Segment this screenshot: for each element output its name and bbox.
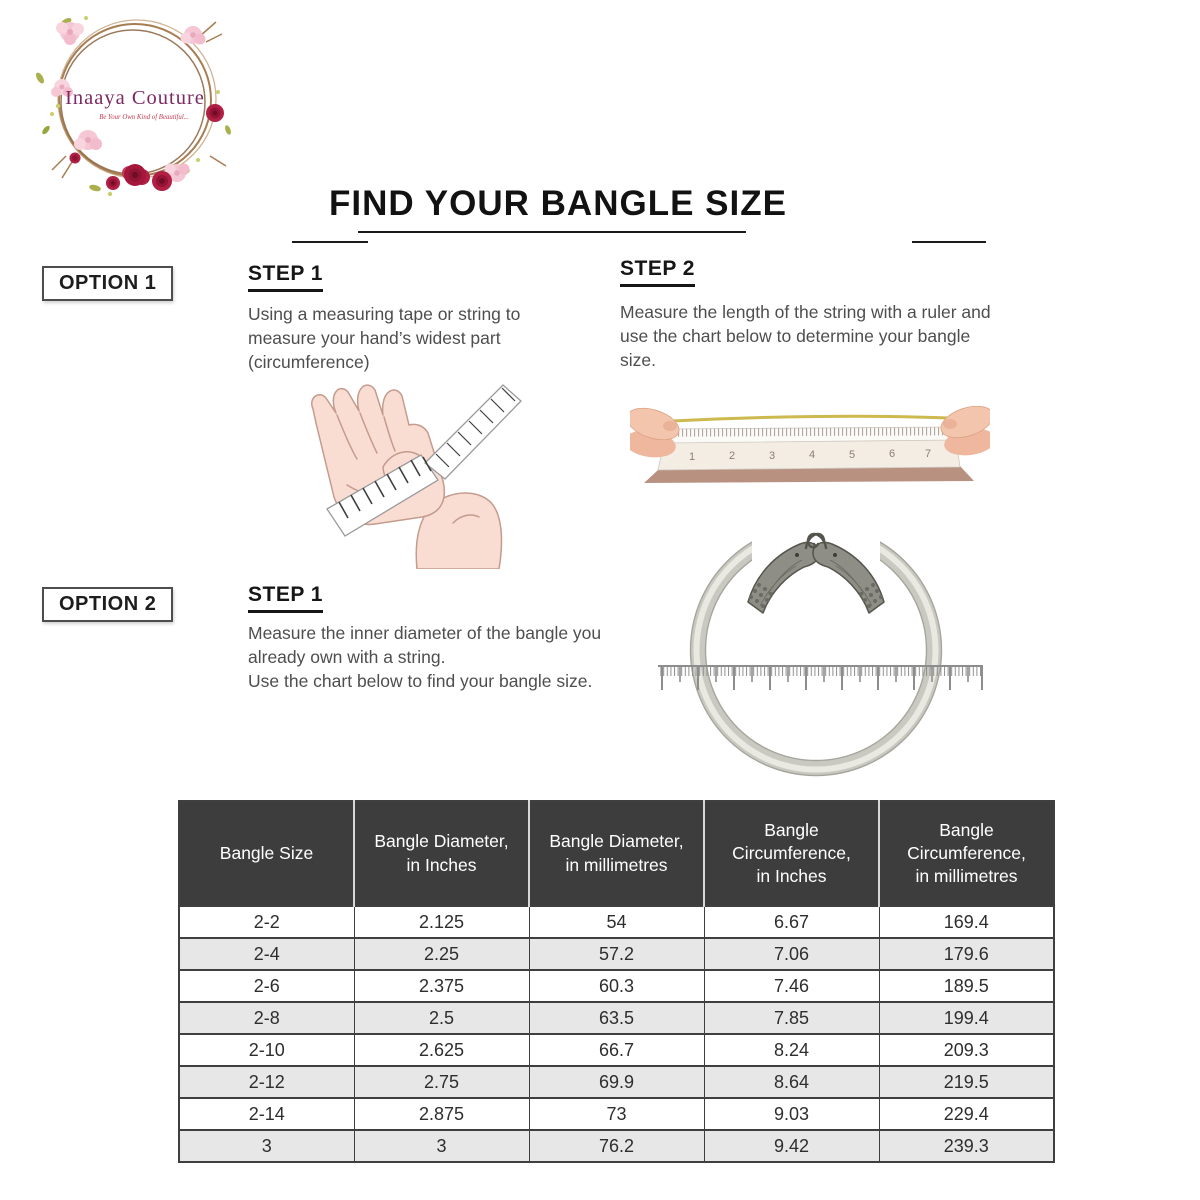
svg-text:3: 3 <box>768 450 776 462</box>
table-row <box>179 1002 1054 1034</box>
option1-label: OPTION 1 <box>42 266 173 301</box>
column-header: Bangle Circumference, in Inches <box>704 801 879 906</box>
table-cell: 57.2 <box>529 938 704 970</box>
table-row <box>179 1034 1054 1066</box>
option1-step1-heading: STEP 1 <box>248 262 323 292</box>
hand-measuring-illustration <box>275 363 537 569</box>
table-row <box>179 1130 1054 1162</box>
title-underline <box>358 231 746 233</box>
table-cell: 3 <box>179 1130 354 1162</box>
table-cell: 2-14 <box>179 1098 354 1130</box>
column-header: Bangle Circumference, in millimetres <box>879 801 1054 906</box>
table-cell: 7.06 <box>704 938 879 970</box>
table-row <box>179 906 1054 938</box>
table-cell: 189.5 <box>879 970 1054 1002</box>
table-cell: 73 <box>529 1098 704 1130</box>
option2-step1-text-line1: Measure the inner diameter of the bangle you already own with a string. <box>248 623 602 668</box>
option1-step2-text: Measure the length of the string with a ruler and use the chart below to determine your bangle size. <box>620 302 991 371</box>
table-cell: 179.6 <box>879 938 1054 970</box>
table-cell: 199.4 <box>879 1002 1054 1034</box>
decor-line-right <box>912 241 986 243</box>
table-cell: 60.3 <box>529 970 704 1002</box>
table-cell: 2-6 <box>179 970 354 1002</box>
size-chart-table <box>178 800 1055 1163</box>
svg-text:7: 7 <box>924 448 932 460</box>
column-header: Bangle Size <box>179 801 354 906</box>
table-cell: 8.64 <box>704 1066 879 1098</box>
table-cell: 2-4 <box>179 938 354 970</box>
option2-step1-text-line2: Use the chart below to find your bangle size. <box>248 671 593 692</box>
table-cell: 2.625 <box>354 1034 529 1066</box>
table-cell: 2-8 <box>179 1002 354 1034</box>
decor-line-left <box>292 241 368 243</box>
table-cell: 2.875 <box>354 1098 529 1130</box>
bangle-ruler-photo <box>638 498 1003 798</box>
table-row <box>179 1066 1054 1098</box>
size-table-body <box>179 906 1054 1162</box>
table-cell: 8.24 <box>704 1034 879 1066</box>
table-cell: 7.46 <box>704 970 879 1002</box>
table-cell: 63.5 <box>529 1002 704 1034</box>
table-cell: 66.7 <box>529 1034 704 1066</box>
brand-logo <box>32 10 238 196</box>
column-header: Bangle Diameter, in millimetres <box>529 801 704 906</box>
option2-step1-heading: STEP 1 <box>248 583 323 613</box>
table-cell: 219.5 <box>879 1066 1054 1098</box>
brand-name: Inaaya Couture <box>65 87 205 109</box>
svg-text:2: 2 <box>728 450 736 462</box>
page-title: FIND YOUR BANGLE SIZE <box>329 184 787 223</box>
table-cell: 2.75 <box>354 1066 529 1098</box>
svg-text:4: 4 <box>808 449 816 461</box>
table-cell: 209.3 <box>879 1034 1054 1066</box>
table-cell: 9.42 <box>704 1130 879 1162</box>
table-cell: 239.3 <box>879 1130 1054 1162</box>
table-cell: 76.2 <box>529 1130 704 1162</box>
option1-step1-text: Using a measuring tape or string to measure your hand’s widest part (circumference) <box>248 304 521 373</box>
table-cell: 229.4 <box>879 1098 1054 1130</box>
table-cell: 169.4 <box>879 906 1054 938</box>
table-cell: 2-10 <box>179 1034 354 1066</box>
table-cell: 54 <box>529 906 704 938</box>
table-cell: 3 <box>354 1130 529 1162</box>
table-cell: 2-12 <box>179 1066 354 1098</box>
table-cell: 2-2 <box>179 906 354 938</box>
table-cell: 2.375 <box>354 970 529 1002</box>
table-row <box>179 970 1054 1002</box>
table-cell: 7.85 <box>704 1002 879 1034</box>
svg-text:5: 5 <box>848 449 856 461</box>
size-table-header-row <box>179 801 1054 906</box>
string <box>672 416 948 421</box>
table-cell: 69.9 <box>529 1066 704 1098</box>
table-cell: 6.67 <box>704 906 879 938</box>
svg-text:1: 1 <box>688 451 696 463</box>
column-header: Bangle Diameter, in Inches <box>354 801 529 906</box>
table-row <box>179 1098 1054 1130</box>
table-cell: 2.125 <box>354 906 529 938</box>
svg-text:6: 6 <box>888 448 896 460</box>
table-cell: 9.03 <box>704 1098 879 1130</box>
string-ruler-photo <box>630 382 990 484</box>
brand-tagline: Be Your Own Kind of Beautiful... <box>99 114 189 121</box>
option2-label: OPTION 2 <box>42 587 173 622</box>
table-cell: 2.5 <box>354 1002 529 1034</box>
table-row <box>179 938 1054 970</box>
option1-step2-heading: STEP 2 <box>620 257 695 287</box>
table-cell: 2.25 <box>354 938 529 970</box>
